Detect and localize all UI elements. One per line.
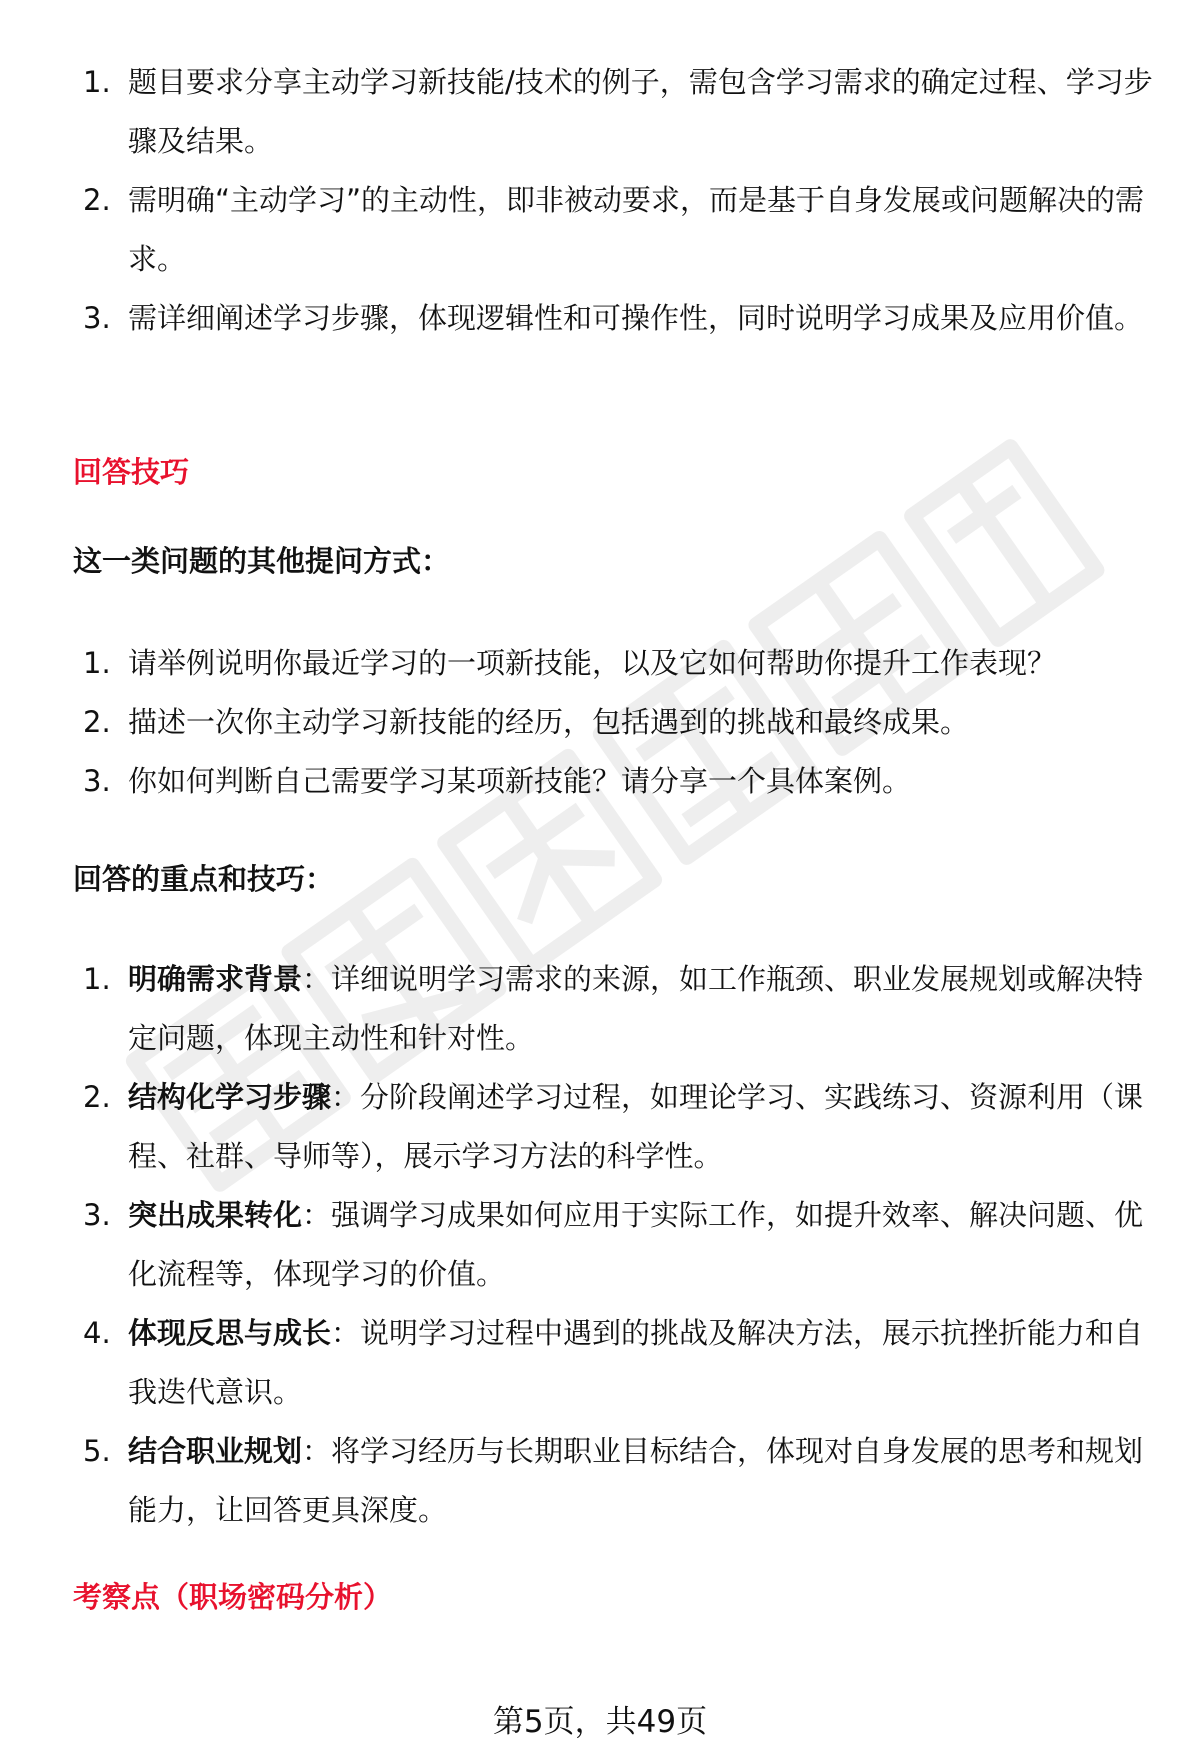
requirement-text: 题目要求分享主动学习新技能/技术的例子，需包含学习需求的确定过程、学习步骤及结果。 (128, 65, 1153, 158)
answer-tips-heading: 回答技巧 (73, 455, 190, 489)
requirement-item-2 (0, 171, 1200, 289)
other-way-item-1 (0, 634, 1200, 693)
requirement-item-3 (0, 289, 1200, 348)
requirement-text: 需详细阐述学习步骤，体现逻辑性和可操作性，同时说明学习成果及应用价值。 (128, 301, 1144, 335)
list-number: 3. (83, 764, 111, 798)
list-number: 2. (83, 183, 111, 217)
key-point-text: ：将学习经历与长期职业目标结合，体现对自身发展的思考和规划能力，让回答更具深度。 (128, 1434, 1144, 1527)
list-number: 3. (83, 1198, 111, 1232)
other-ways-list (0, 634, 1200, 811)
list-number: 2. (83, 705, 111, 739)
list-number: 1. (83, 65, 111, 99)
key-points-list (0, 950, 1200, 1540)
requirement-text: 需明确“主动学习”的主动性，即非被动要求，而是基于自身发展或问题解决的需求。 (128, 183, 1145, 276)
key-point-title: 体现反思与成长 (128, 1316, 332, 1350)
other-way-text: 请举例说明你最近学习的一项新技能，以及它如何帮助你提升工作表现？ (128, 646, 1057, 680)
key-point-title: 明确需求背景 (128, 962, 303, 996)
key-point-item-3 (0, 1186, 1200, 1304)
list-number: 2. (83, 1080, 111, 1114)
other-way-item-2 (0, 693, 1200, 752)
key-point-item-4 (0, 1304, 1200, 1422)
assessment-heading: 考察点（职场密码分析） (73, 1580, 393, 1614)
key-points-heading: 回答的重点和技巧： (73, 862, 335, 896)
list-number: 5. (83, 1434, 111, 1468)
key-point-item-5 (0, 1422, 1200, 1540)
list-number: 1. (83, 962, 111, 996)
requirements-list (0, 53, 1200, 348)
key-point-item-1 (0, 950, 1200, 1068)
key-point-title: 结合职业规划 (128, 1434, 303, 1468)
list-number: 3. (83, 301, 111, 335)
other-way-text: 描述一次你主动学习新技能的经历，包括遇到的挑战和最终成果。 (128, 705, 970, 739)
page-footer: 第5页，共49页 (492, 1704, 708, 1740)
other-ways-heading: 这一类问题的其他提问方式： (73, 544, 451, 578)
list-number: 4. (83, 1316, 111, 1350)
key-point-text: ：详细说明学习需求的来源，如工作瓶颈、职业发展规划或解决特定问题，体现主动性和针对性。 (128, 962, 1144, 1055)
key-point-title: 结构化学习步骤 (128, 1080, 332, 1114)
other-way-text: 你如何判断自己需要学习某项新技能？请分享一个具体案例。 (128, 764, 912, 798)
key-point-text: ：分阶段阐述学习过程，如理论学习、实践练习、资源利用（课程、社群、导师等），展示学习方法的科学性。 (128, 1080, 1144, 1173)
key-point-title: 突出成果转化 (128, 1198, 303, 1232)
key-point-item-2 (0, 1068, 1200, 1186)
other-way-item-3 (0, 752, 1200, 811)
key-point-text: ：说明学习过程中遇到的挑战及解决方法，展示抗挫折能力和自我迭代意识。 (128, 1316, 1144, 1409)
list-number: 1. (83, 646, 111, 680)
key-point-text: ：强调学习成果如何应用于实际工作，如提升效率、解决问题、优化流程等，体现学习的价值。 (128, 1198, 1144, 1291)
requirement-item-1 (0, 53, 1200, 171)
